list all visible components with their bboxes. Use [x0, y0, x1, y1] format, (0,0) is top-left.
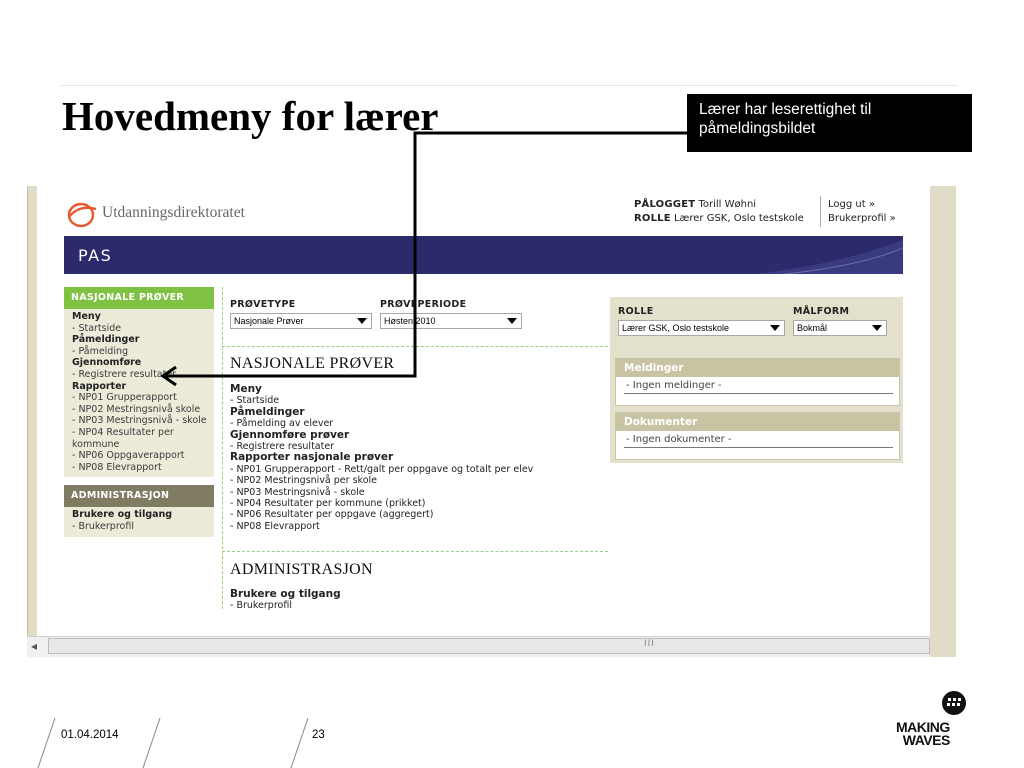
proveperiode-label: PRØVEPERIODE	[380, 299, 467, 310]
scrollbar-grip: III	[644, 639, 655, 649]
menu-link[interactable]: - NP03 Mestringsnivå - skole	[230, 486, 365, 498]
proveperiode-value: Høsten 2010	[384, 316, 436, 326]
menu-heading: Brukere og tilgang	[230, 588, 341, 600]
logged-label: PÅLOGGET	[634, 199, 696, 210]
np-section-title: NASJONALE PRØVER	[230, 355, 395, 372]
sidebar-heading: Rapporter	[72, 380, 127, 392]
menu-link[interactable]: - Påmelding av elever	[230, 418, 334, 430]
sidebar-link[interactable]: - NP01 Grupperapport	[72, 392, 177, 404]
sidebar-heading: Påmeldinger	[72, 334, 140, 346]
admin-section-title: ADMINISTRASJON	[230, 561, 373, 578]
menu-link[interactable]: - NP08 Elevrapport	[230, 520, 320, 532]
logo-text: Utdanningsdirektoratet	[102, 204, 245, 221]
slide-title: Hovedmeny for lærer	[62, 93, 439, 139]
sidebar-heading: Meny	[72, 311, 101, 322]
rolle-value: Lærer GSK, Oslo testskole	[622, 323, 730, 333]
scroll-left-icon[interactable]: ◂	[31, 639, 38, 653]
sidebar-link[interactable]: - Startside	[72, 322, 122, 334]
menu-link[interactable]: - NP06 Resultater per oppgave (aggregert)	[230, 509, 434, 521]
sidebar-heading: Gjennomføre	[72, 357, 142, 369]
sidebar-link[interactable]: - NP04 Resultater per kommune	[72, 426, 174, 450]
sidebar-section-nasjonale: NASJONALE PRØVER	[64, 287, 214, 309]
sidebar-link[interactable]: - NP03 Mestringsnivå - skole	[72, 415, 207, 427]
menu-link[interactable]: - NP02 Mestringsnivå per skole	[230, 475, 377, 487]
sidebar-heading: Brukere og tilgang	[72, 509, 173, 521]
provetype-value: Nasjonale Prøver	[234, 316, 304, 326]
menu-heading: Meny	[230, 383, 262, 395]
meldinger-text: - Ingen meldinger -	[626, 380, 722, 391]
profile-link[interactable]: Brukerprofil »	[828, 213, 896, 224]
sidebar-link[interactable]: - NP08 Elevrapport	[72, 461, 162, 473]
dokumenter-title: Dokumenter	[616, 413, 899, 431]
meldinger-title: Meldinger	[616, 359, 899, 377]
logout-link[interactable]: Logg ut »	[828, 199, 875, 210]
menu-heading: Rapporter nasjonale prøver	[230, 451, 394, 464]
callout-box: Lærer har leserettighet til påmeldingsbildet	[687, 94, 972, 152]
logged-user: Torill Wøhni	[698, 199, 757, 210]
sidebar-link[interactable]: - NP02 Mestringsnivå skole	[72, 403, 201, 415]
sidebar-link[interactable]: - NP06 Oppgaverapport	[72, 450, 185, 462]
footer-page-number: 23	[312, 729, 325, 741]
malform-label: MÅLFORM	[793, 306, 850, 317]
sidebar-link[interactable]: - Registrere resultater	[72, 368, 177, 380]
callout-arrow-line	[165, 133, 687, 376]
making-waves-logo-icon	[941, 690, 967, 720]
menu-link[interactable]: - NP04 Resultater per kommune (prikket)	[230, 498, 426, 510]
footer-date: 01.04.2014	[61, 729, 119, 741]
brand-line-1: MAKING	[896, 719, 950, 735]
sidebar-section-admin: ADMINISTRASJON	[64, 485, 214, 507]
sidebar-link[interactable]: - Brukerprofil	[72, 520, 134, 532]
sidebar-link[interactable]: - Påmelding	[72, 345, 129, 357]
menu-heading: Gjennomføre prøver	[230, 428, 350, 441]
brand-line-2: WAVES	[902, 732, 950, 748]
role-value: Lærer GSK, Oslo testskole	[673, 213, 804, 224]
brand-text	[896, 721, 950, 747]
menu-link[interactable]: - Registrere resultater	[230, 441, 335, 453]
role-label: ROLLE	[634, 213, 671, 224]
menu-link[interactable]: - Startside	[230, 395, 280, 407]
malform-value: Bokmål	[797, 323, 828, 333]
menu-link[interactable]: - Brukerprofil	[230, 600, 292, 612]
dokumenter-text: - Ingen dokumenter -	[626, 434, 732, 445]
app-title: PAS	[78, 246, 113, 265]
rolle-label: ROLLE	[618, 306, 654, 317]
menu-heading: Påmeldinger	[230, 405, 305, 418]
menu-link[interactable]: - NP01 Grupperapport - Rett/galt per oppgave og totalt per elev	[230, 463, 534, 475]
provetype-label: PRØVETYPE	[230, 299, 296, 310]
footer-slashes	[0, 710, 340, 768]
